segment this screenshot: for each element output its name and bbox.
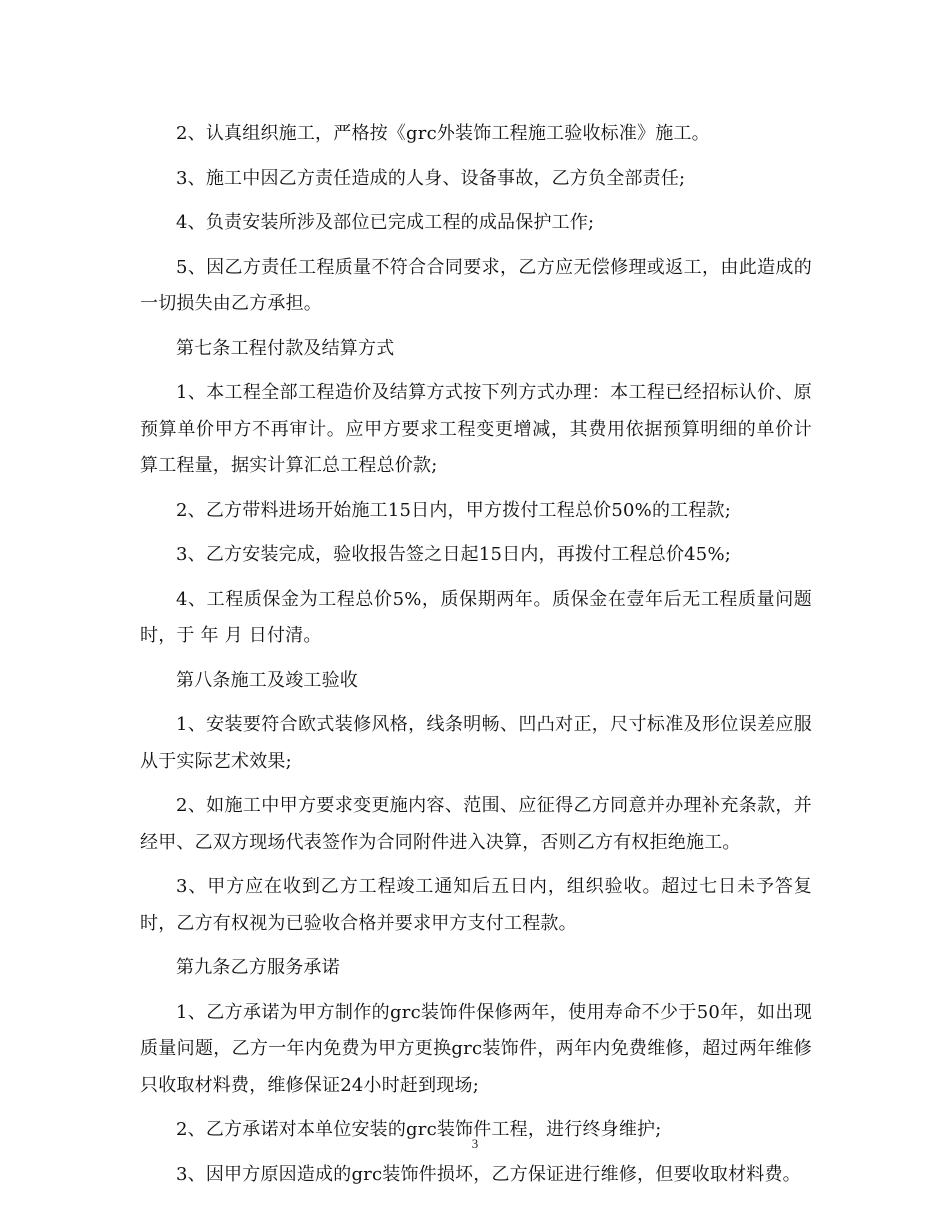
clause-item: 4、工程质保金为工程总价5%，质保期两年。质保金在壹年后无工程质量问题时，于 年 月 日付清。 [140,588,812,646]
document-body [140,116,812,1201]
clause-item: 3、因甲方原因造成的grc装饰件损坏，乙方保证进行维修，但要收取材料费。 [176,1163,801,1185]
clause-item: 2、乙方带料进场开始施工15日内，甲方拨付工程总价50%的工程款; [176,499,732,521]
section-heading: 第八条施工及竣工验收 [176,669,358,691]
clause-item: 2、认真组织施工，严格按《grc外装饰工程施工验收标准》施工。 [176,123,710,144]
clause-item: 3、乙方安装完成，验收报告签之日起15日内，再拨付工程总价45%; [176,544,732,565]
page-number: 3 [471,1136,479,1151]
clause-item: 1、安装要符合欧式装修风格，线条明畅、凹凸对正，尺寸标准及形位误差应服从于实际艺术效果; [140,714,812,772]
clause-item: 4、负责安装所涉及部位已完成工程的成品保护工作; [176,212,595,233]
clause-item: 1、本工程全部工程造价及结算方式按下列方式办理：本工程已经招标认价、原预算单价甲方不再审计。应甲方要求工程变更增减，其费用依据预算明细的单价计算工程量，据实计算汇总工程总价款; [140,382,812,476]
clause-item: 1、乙方承诺为甲方制作的grc装饰件保修两年，使用寿命不少于50年，如出现质量问题，乙方一年内免费为甲方更换grc装饰件，两年内免费维修，超过两年维修只收取材料费，维修保证24小时赶到现场; [140,1001,812,1096]
clause-item: 3、甲方应在收到乙方工程竣工通知后五日内，组织验收。超过七日未予答复时，乙方有权视为已验收合格并要求甲方支付工程款。 [140,876,812,934]
clause-item: 2、如施工中甲方要求变更施内容、范围、应征得乙方同意并办理补充条款，并经甲、乙双方现场代表签作为合同附件进入决算，否则乙方有权拒绝施工。 [140,795,812,853]
clause-item: 3、施工中因乙方责任造成的人身、设备事故，乙方负全部责任; [176,167,686,189]
section-heading: 第九条乙方服务承诺 [176,957,340,978]
clause-item: 5、因乙方责任工程质量不符合合同要求，乙方应无偿修理或返工，由此造成的一切损失由乙方承担。 [140,256,812,314]
section-heading: 第七条工程付款及结算方式 [176,337,395,359]
clause-item: 2、乙方承诺对本单位安装的grc装饰件工程，进行终身维护; [176,1119,662,1140]
